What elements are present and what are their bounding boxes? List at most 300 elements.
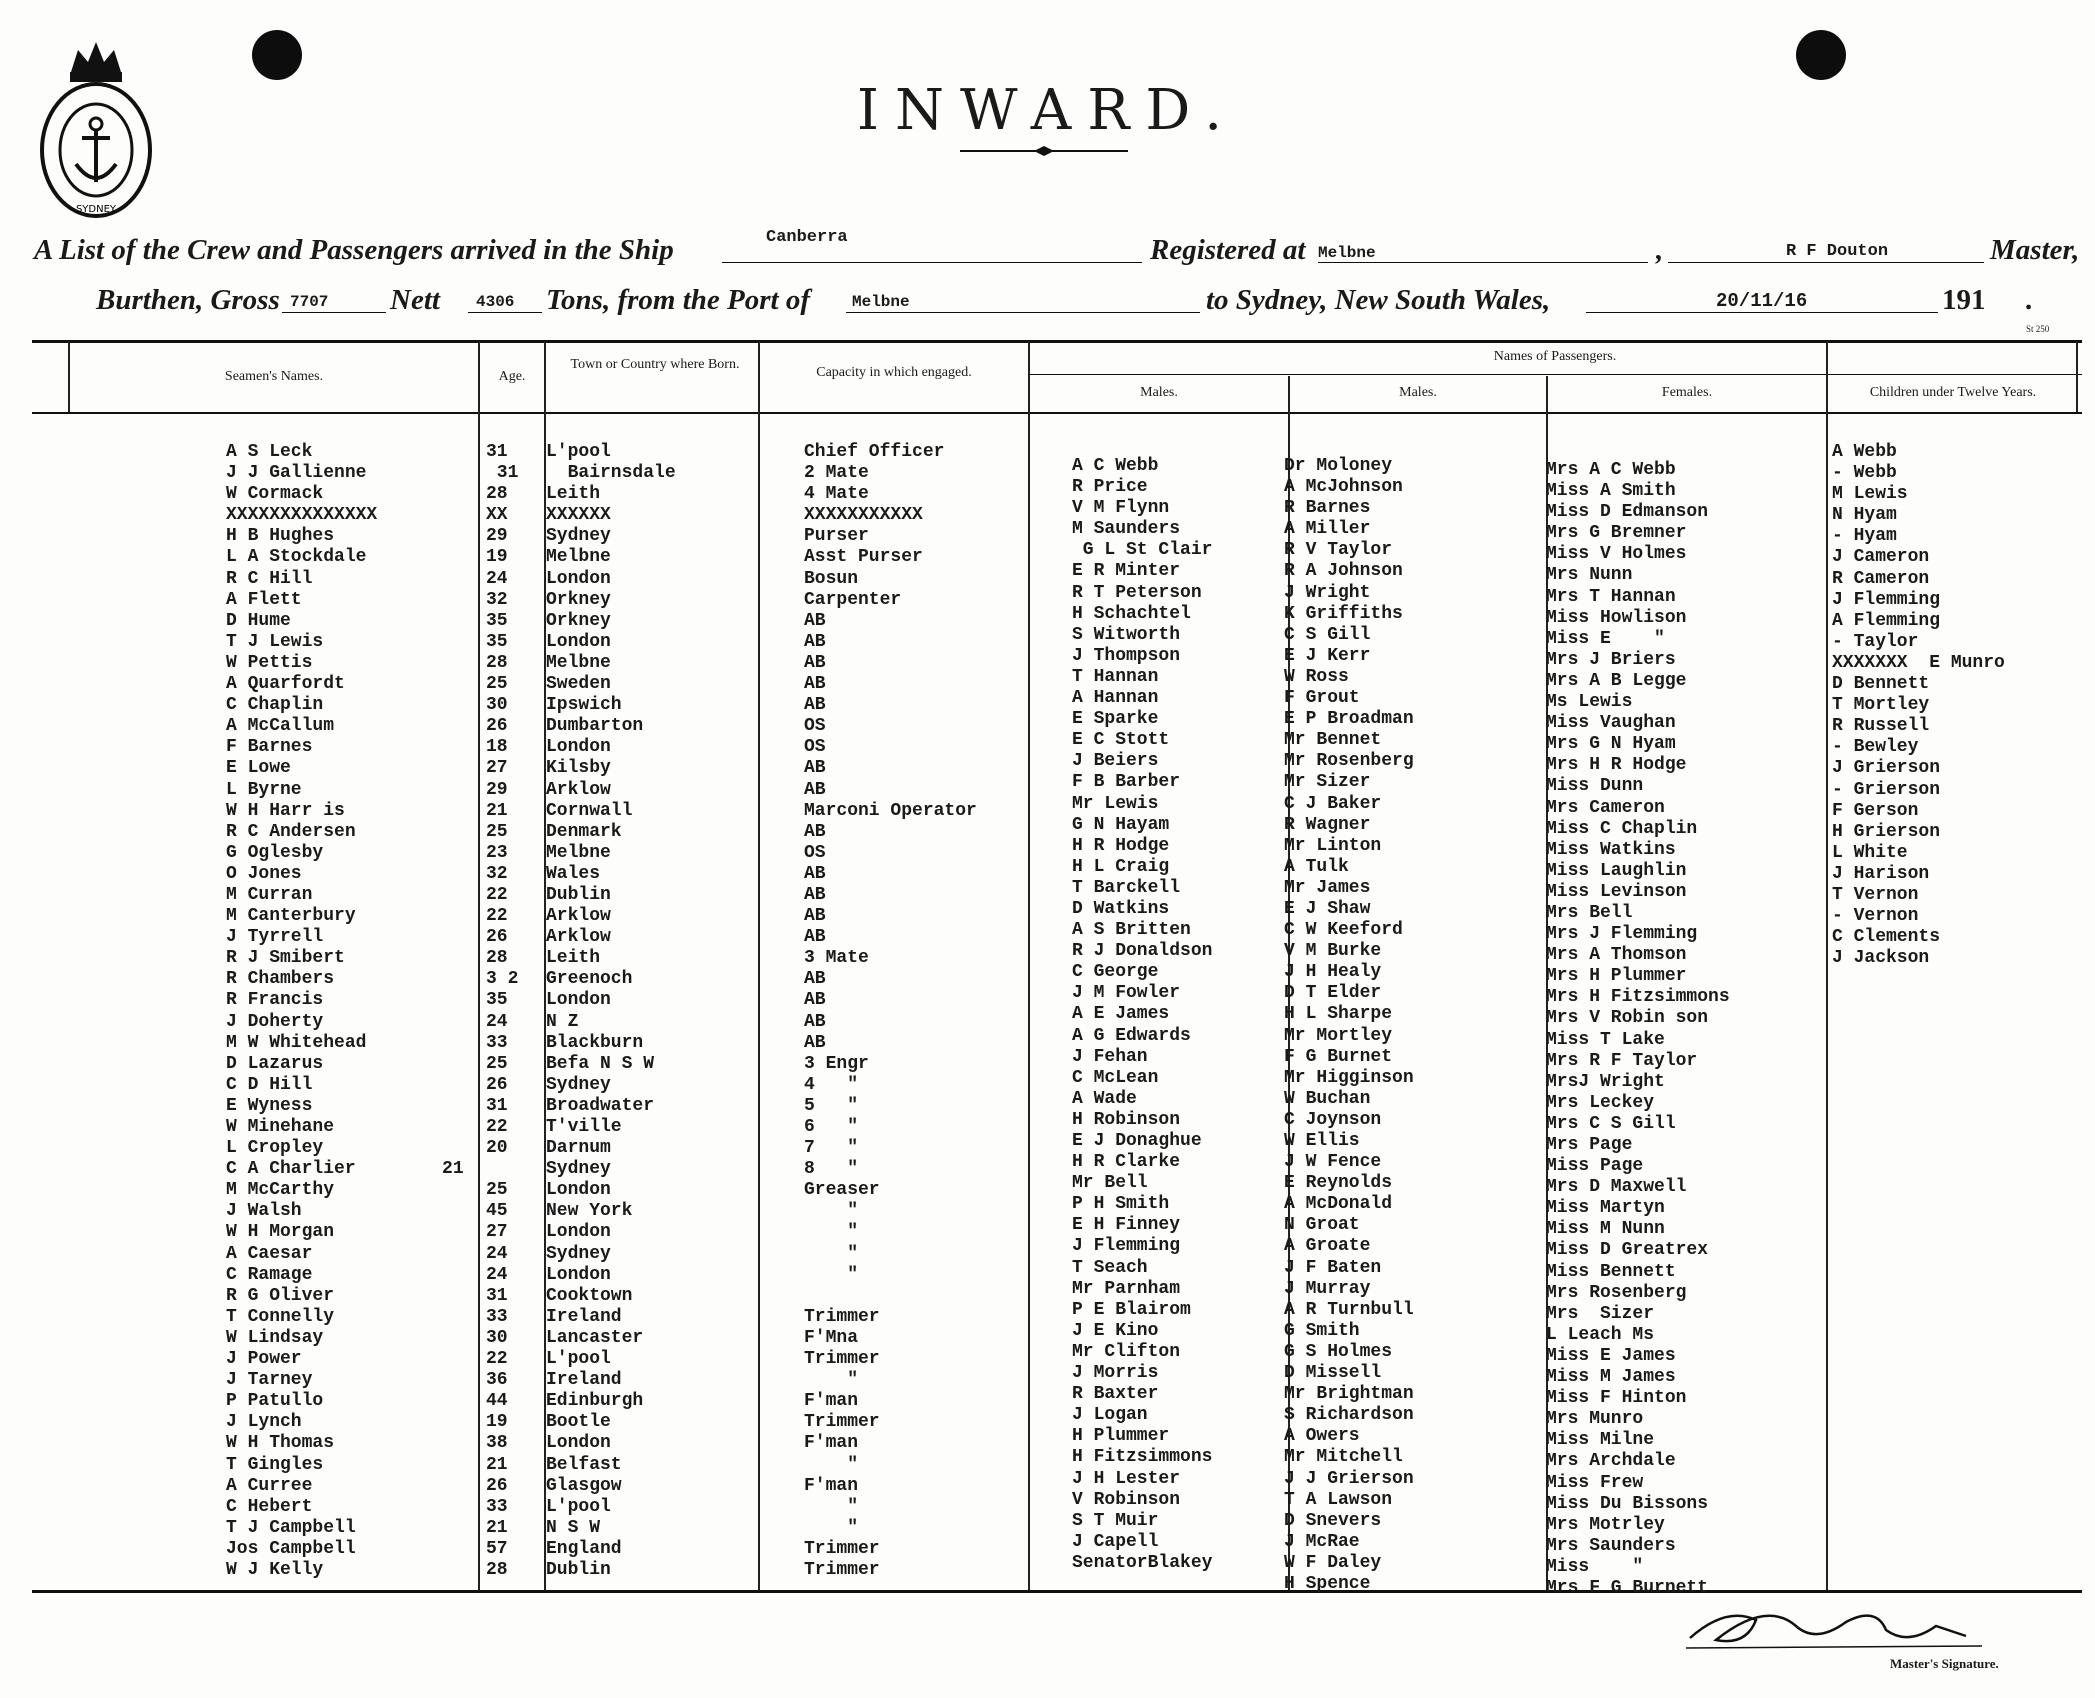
- seaman-name: H B Hughes: [226, 526, 335, 547]
- fill-rule-date: [1586, 312, 1938, 313]
- seaman-name: J Tarney: [226, 1370, 313, 1391]
- female-passenger: Miss D Greatrex: [1546, 1240, 1709, 1261]
- female-passenger: Mrs G Bremner: [1546, 523, 1687, 544]
- child-passenger: J Grierson: [1832, 758, 1941, 779]
- male-passenger: H Plummer: [1072, 1426, 1170, 1447]
- female-passenger: Miss Milne: [1546, 1430, 1655, 1451]
- male-passenger: C W Keeford: [1284, 920, 1403, 941]
- seaman-capacity: F'Mna: [804, 1327, 859, 1348]
- seaman-name: J Power: [226, 1349, 302, 1370]
- male-passenger: Mr Clifton: [1072, 1341, 1181, 1362]
- seaman-name: G Oglesby: [226, 842, 324, 863]
- seaman-capacity: Asst Purser: [804, 547, 923, 568]
- seaman-birthplace: Melbne: [546, 652, 611, 673]
- male-passenger: D T Elder: [1284, 983, 1382, 1004]
- female-passenger: Miss Laughlin: [1546, 860, 1687, 881]
- seaman-age: 28: [486, 948, 508, 969]
- arrival-date: 20/11/16: [1716, 290, 1808, 312]
- male-passenger: J McRae: [1284, 1531, 1360, 1552]
- child-passenger: L White: [1832, 842, 1908, 863]
- seaman-birthplace: L'pool: [546, 1496, 611, 1517]
- seaman-name: M Canterbury: [226, 906, 356, 927]
- male-passenger: A McJohnson: [1284, 477, 1403, 498]
- female-passenger: Mrs G N Hyam: [1546, 734, 1676, 755]
- male-passenger: J Murray: [1284, 1278, 1371, 1299]
- child-passenger: M Lewis: [1832, 484, 1908, 505]
- seaman-age: 22: [486, 1349, 508, 1370]
- header-seamen-names: Seamen's Names.: [224, 369, 324, 384]
- male-passenger: A S Britten: [1072, 920, 1191, 941]
- seaman-birthplace: Ipswich: [546, 695, 622, 716]
- seaman-age: 29: [486, 779, 508, 800]
- male-passenger: A Groate: [1284, 1236, 1371, 1257]
- registered-port: Melbne: [1318, 244, 1376, 262]
- male-passenger: Mr Linton: [1284, 835, 1382, 856]
- male-passenger: V M Burke: [1284, 941, 1382, 962]
- seaman-age: 30: [486, 695, 508, 716]
- seaman-name: C Hebert: [226, 1496, 313, 1517]
- female-passenger: Miss Watkins: [1546, 839, 1676, 860]
- master-signature-icon: [1686, 1596, 1986, 1654]
- seaman-capacity: 3 Mate: [804, 948, 869, 969]
- seaman-age: 31: [486, 463, 519, 484]
- male-passenger: A Hannan: [1072, 688, 1159, 709]
- male-passenger: E J Kerr: [1284, 645, 1371, 666]
- seaman-birthplace: Arklow: [546, 906, 611, 927]
- child-passenger: XXXXXXX E Munro: [1832, 652, 2005, 673]
- child-passenger: H Grierson: [1832, 821, 1941, 842]
- seaman-capacity: 4 Mate: [804, 484, 869, 505]
- female-passenger: Miss Levinson: [1546, 881, 1687, 902]
- seaman-age: 26: [486, 927, 508, 948]
- male-passenger: F G Burnet: [1284, 1046, 1393, 1067]
- male-passenger: H Robinson: [1072, 1109, 1181, 1130]
- female-passenger: Mrs H Plummer: [1546, 966, 1687, 987]
- female-passenger: Mrs A C Webb: [1546, 460, 1676, 480]
- seaman-age: 57: [486, 1538, 508, 1559]
- seaman-capacity: Carpenter: [804, 589, 902, 610]
- seaman-name: C Chaplin: [226, 695, 324, 716]
- male-passenger: Mr Bennet: [1284, 730, 1382, 751]
- seaman-birthplace: Dublin: [546, 1559, 611, 1580]
- male-passenger: A Miller: [1284, 519, 1371, 540]
- table-bottom-rule: [32, 1590, 2082, 1593]
- male-passenger: D Missell: [1284, 1363, 1382, 1384]
- male-passenger: R Barnes: [1284, 498, 1371, 519]
- fill-rule-ship: [722, 262, 1142, 263]
- intro-line2-d: to Sydney, New South Wales,: [1206, 284, 1551, 316]
- seaman-age: 35: [486, 610, 508, 631]
- male-passenger: E J Shaw: [1284, 898, 1371, 919]
- seaman-age: 19: [486, 547, 508, 568]
- male-passenger: A E James: [1072, 1004, 1170, 1025]
- female-passenger: Mrs Rosenberg: [1546, 1282, 1687, 1303]
- female-passenger: Miss F Hinton: [1546, 1388, 1687, 1409]
- header-males-1: Males.: [1140, 385, 1178, 400]
- seaman-age: 28: [486, 484, 508, 505]
- seaman-birthplace: Sydney: [546, 526, 611, 547]
- seaman-capacity: ": [804, 1243, 859, 1264]
- seaman-name: W Minehane: [226, 1117, 335, 1137]
- male-passenger: J Logan: [1072, 1405, 1148, 1426]
- male-passenger: R Baxter: [1072, 1384, 1159, 1405]
- male-passenger: G N Hayam: [1072, 814, 1170, 835]
- seaman-birthplace: London: [546, 631, 611, 652]
- seaman-age: 21: [486, 1454, 508, 1475]
- female-passenger: Miss Dunn: [1546, 776, 1644, 797]
- seaman-birthplace: Leith: [546, 484, 601, 505]
- seaman-age: 26: [486, 716, 508, 737]
- male-passenger: G L St Clair: [1072, 540, 1213, 561]
- female-passengers-column: [1546, 460, 1730, 1599]
- seaman-age: 22: [486, 1117, 508, 1137]
- seaman-age: 25: [486, 821, 508, 842]
- seaman-name: W H Harr is: [226, 800, 345, 821]
- child-passenger: A Flemming: [1832, 610, 1941, 631]
- male-passenger: SenatorBlakey: [1072, 1552, 1213, 1573]
- seaman-name: XXXXXXXXXXXXXX: [226, 505, 378, 526]
- seaman-age: 30: [486, 1327, 508, 1348]
- seaman-age: 28: [486, 1559, 508, 1580]
- female-passenger: Miss C Chaplin: [1546, 818, 1698, 839]
- seaman-name: A Curree: [226, 1475, 313, 1496]
- child-passenger: R Russell: [1832, 716, 1930, 737]
- male-passenger: J F Baten: [1284, 1257, 1382, 1278]
- male-passenger: G S Holmes: [1284, 1341, 1393, 1362]
- seaman-birthplace: Ireland: [546, 1306, 622, 1327]
- seaman-capacity: AB: [804, 906, 826, 927]
- child-passenger: - Bewley: [1832, 737, 1919, 758]
- male-passenger: Mr Higginson: [1284, 1067, 1414, 1088]
- seaman-age: 21: [486, 800, 508, 821]
- male-passenger: J M Fowler: [1072, 983, 1181, 1004]
- year-prefix: 191: [1942, 284, 1986, 316]
- male-passenger: N Groat: [1284, 1215, 1360, 1236]
- seaman-capacity: Trimmer: [804, 1538, 880, 1559]
- seaman-age: 24: [486, 1243, 508, 1264]
- seaman-name: D Lazarus: [226, 1053, 324, 1074]
- seaman-birthplace: Broadwater: [546, 1095, 655, 1116]
- capacity-column: [804, 442, 977, 1581]
- seaman-capacity: AB: [804, 695, 826, 716]
- intro-line1-b: Registered at: [1150, 234, 1306, 266]
- header-age: Age.: [498, 369, 526, 384]
- seaman-capacity: AB: [804, 758, 826, 779]
- female-passenger: Miss Vaughan: [1546, 713, 1676, 734]
- female-passenger: Miss D Edmanson: [1546, 502, 1709, 523]
- seaman-birthplace: XXXXXX: [546, 505, 611, 526]
- seaman-capacity: AB: [804, 927, 826, 948]
- seaman-age: 29: [486, 526, 508, 547]
- male-passenger: H L Sharpe: [1284, 1004, 1393, 1025]
- male-passenger: T Barckell: [1072, 877, 1181, 898]
- seaman-capacity: [804, 1286, 977, 1307]
- svg-text:SYDNEY: SYDNEY: [75, 204, 117, 215]
- female-passenger: Mrs Page: [1546, 1135, 1633, 1155]
- female-passenger: Mrs A Thomson: [1546, 945, 1687, 966]
- seaman-birthplace: London: [546, 990, 611, 1011]
- seaman-birthplace: Orkney: [546, 589, 611, 610]
- master-name: R F Douton: [1786, 242, 1889, 261]
- seaman-age: 31: [486, 442, 508, 462]
- seaman-capacity: F'man: [804, 1433, 859, 1454]
- seaman-capacity: 4 ": [804, 1074, 859, 1095]
- child-passenger: R Cameron: [1832, 568, 1930, 589]
- male-passenger: C McLean: [1072, 1067, 1159, 1088]
- male-passenger: J E Kino: [1072, 1320, 1159, 1341]
- header-bottom-rule: [32, 412, 2082, 414]
- male-passenger: R Price: [1072, 477, 1148, 498]
- male-passenger: A C Webb: [1072, 456, 1159, 476]
- female-passenger: Miss ": [1546, 1556, 1644, 1577]
- intro-line2-b: Nett: [390, 284, 440, 316]
- seaman-name: L Byrne: [226, 779, 302, 800]
- seaman-capacity: 2 Mate: [804, 463, 869, 484]
- seaman-capacity: AB: [804, 631, 826, 652]
- seaman-age: 25: [486, 1180, 508, 1201]
- intro-line1-a: A List of the Crew and Passengers arrived in the Ship: [34, 234, 674, 266]
- seaman-capacity: 8 ": [804, 1159, 859, 1180]
- fill-rule-port: [846, 312, 1200, 313]
- female-passenger: Mrs J Briers: [1546, 649, 1676, 670]
- male-passenger: C George: [1072, 962, 1159, 983]
- seaman-birthplace: Denmark: [546, 821, 622, 842]
- male-passenger: J J Grierson: [1284, 1468, 1414, 1489]
- signature-caption: Master's Signature.: [1890, 1656, 1999, 1671]
- seaman-birthplace: N Z: [546, 1011, 579, 1032]
- seaman-name: T J Campbell: [226, 1517, 356, 1538]
- header-children: Children under Twelve Years.: [1869, 385, 2037, 400]
- seaman-age: 22: [486, 884, 508, 905]
- female-passenger: Mrs F G Burnett: [1546, 1577, 1709, 1598]
- gross-tons: 7707: [290, 293, 329, 311]
- header-passengers: Names of Passengers.: [1493, 349, 1617, 364]
- seaman-birthplace: Melbne: [546, 547, 611, 568]
- child-passenger: - Webb: [1832, 463, 1897, 484]
- binder-hole-left: [252, 30, 302, 80]
- seaman-birthplace: Bairnsdale: [546, 463, 676, 484]
- seaman-capacity: AB: [804, 652, 826, 673]
- seaman-capacity: Purser: [804, 526, 869, 547]
- seaman-capacity: ": [804, 1222, 859, 1243]
- male-passenger: S T Muir: [1072, 1510, 1159, 1531]
- seaman-capacity: AB: [804, 1011, 826, 1032]
- female-passenger: Miss E ": [1546, 628, 1665, 649]
- seaman-capacity: Chief Officer: [804, 442, 945, 462]
- seaman-name: R C Andersen: [226, 821, 356, 842]
- male-passenger: Mr Brightman: [1284, 1384, 1414, 1405]
- seaman-birthplace: London: [546, 1264, 611, 1285]
- seaman-age: 45: [486, 1201, 508, 1222]
- seaman-birthplace: Glasgow: [546, 1475, 622, 1496]
- seaman-birthplace: Melbne: [546, 842, 611, 863]
- seaman-birthplace: Arklow: [546, 779, 611, 800]
- male-passenger: Mr Mitchell: [1284, 1447, 1403, 1468]
- seaman-age: 24: [486, 568, 508, 589]
- seaman-name: W Lindsay: [226, 1327, 324, 1348]
- col-divider-4: [1028, 342, 1030, 1590]
- male-passengers-column-1: [1072, 456, 1212, 1574]
- male-passenger: T Hannan: [1072, 666, 1159, 687]
- female-passenger: Mrs Motrley: [1546, 1514, 1665, 1535]
- female-passenger: Mrs V Robin son: [1546, 1008, 1709, 1029]
- seaman-age: 44: [486, 1391, 508, 1412]
- seaman-capacity: AB: [804, 990, 826, 1011]
- seaman-capacity: AB: [804, 779, 826, 800]
- seaman-capacity: 3 Engr: [804, 1053, 869, 1074]
- seaman-birthplace: Leith: [546, 948, 601, 969]
- document-title: INWARD.: [856, 78, 1239, 143]
- child-passenger: J Cameron: [1832, 547, 1930, 568]
- seaman-name: T Connelly: [226, 1306, 335, 1327]
- seaman-age: XX: [486, 505, 508, 526]
- seaman-capacity: 6 ": [804, 1117, 859, 1137]
- male-passenger: J Fehan: [1072, 1046, 1148, 1067]
- child-passenger: D Bennett: [1832, 674, 1930, 695]
- male-passenger: C J Baker: [1284, 793, 1382, 814]
- male-passenger: P H Smith: [1072, 1194, 1170, 1215]
- male-passenger: W Ellis: [1284, 1131, 1360, 1151]
- male-passenger: W Buchan: [1284, 1088, 1371, 1109]
- male-passenger: J Thompson: [1072, 645, 1181, 666]
- seaman-capacity: F'man: [804, 1475, 859, 1496]
- male-passenger: R V Taylor: [1284, 540, 1393, 561]
- seaman-capacity: AB: [804, 821, 826, 842]
- seaman-capacity: AB: [804, 610, 826, 631]
- seaman-birthplace: Dublin: [546, 884, 611, 905]
- male-passenger: F Grout: [1284, 688, 1360, 709]
- child-passenger: F Gerson: [1832, 800, 1919, 821]
- seaman-birthplace: Cornwall: [546, 800, 633, 821]
- male-passenger: Mr Rosenberg: [1284, 751, 1414, 772]
- seaman-birthplace: Darnum: [546, 1138, 611, 1159]
- seaman-age: 27: [486, 1222, 508, 1243]
- seaman-age: 22: [486, 906, 508, 927]
- male-passenger: P E Blairom: [1072, 1299, 1191, 1320]
- seaman-capacity: Trimmer: [804, 1412, 880, 1433]
- female-passenger: Mrs Nunn: [1546, 565, 1633, 586]
- seaman-name: A Flett: [226, 589, 302, 610]
- male-passenger: Mr Bell: [1072, 1173, 1148, 1194]
- male-passenger: F B Barber: [1072, 772, 1181, 793]
- seaman-name: W Cormack: [226, 484, 324, 505]
- seaman-name: R Chambers: [226, 969, 335, 990]
- col-divider-1: [478, 342, 480, 1590]
- female-passenger: Mrs Bell: [1546, 902, 1633, 923]
- intro-line2-c: Tons, from the Port of: [546, 284, 810, 316]
- seaman-birthplace: Belfast: [546, 1454, 622, 1475]
- seaman-capacity: AB: [804, 674, 826, 695]
- seaman-capacity: OS: [804, 716, 826, 737]
- seaman-age: 38: [486, 1433, 508, 1454]
- seaman-name: Jos Campbell: [226, 1538, 356, 1559]
- seaman-capacity: AB: [804, 1032, 826, 1053]
- seaman-capacity: AB: [804, 969, 826, 990]
- male-passenger: V M Flynn: [1072, 498, 1170, 519]
- child-passenger: J Flemming: [1832, 589, 1941, 610]
- male-passenger: E J Donaghue: [1072, 1131, 1202, 1151]
- seaman-birthplace: Dumbarton: [546, 716, 644, 737]
- seaman-capacity: ": [804, 1496, 859, 1517]
- seaman-name: M Curran: [226, 884, 313, 905]
- seaman-birthplace: Ireland: [546, 1370, 622, 1391]
- seaman-name: T J Lewis: [226, 631, 324, 652]
- male-passenger: G Smith: [1284, 1320, 1360, 1341]
- seaman-birthplace: Sweden: [546, 674, 611, 695]
- seaman-capacity: Greaser: [804, 1180, 880, 1201]
- seaman-age: 35: [486, 990, 508, 1011]
- seaman-name: R G Oliver: [226, 1285, 335, 1306]
- female-passenger: Miss T Lake: [1546, 1029, 1665, 1050]
- male-passenger: A R Turnbull: [1284, 1299, 1414, 1320]
- child-passenger: A Webb: [1832, 442, 1897, 462]
- male-passenger: Mr Mortley: [1284, 1025, 1393, 1046]
- female-passenger: Miss Frew: [1546, 1472, 1644, 1493]
- departure-port: Melbne: [852, 293, 910, 311]
- seaman-age: 23: [486, 842, 508, 863]
- seaman-age: 32: [486, 589, 508, 610]
- male-passenger: J Flemming: [1072, 1236, 1181, 1257]
- male-passenger: T Seach: [1072, 1257, 1148, 1278]
- intro-comma: ,: [1656, 234, 1664, 266]
- seaman-name: E Wyness: [226, 1095, 313, 1116]
- seaman-birthplace: L'pool: [546, 1349, 611, 1370]
- male-passenger: H Schachtel: [1072, 603, 1191, 624]
- seaman-name: J Lynch: [226, 1412, 302, 1433]
- binder-hole-right: [1796, 30, 1846, 80]
- header-males-2: Males.: [1399, 385, 1437, 400]
- seaman-birthplace: Bootle: [546, 1412, 611, 1433]
- seaman-birthplace: Arklow: [546, 927, 611, 948]
- male-passenger: D Snevers: [1284, 1510, 1382, 1531]
- col-divider-7: [1826, 342, 1828, 1590]
- male-passenger: V Robinson: [1072, 1489, 1181, 1510]
- seaman-age: 35: [486, 631, 508, 652]
- seaman-age: 28: [486, 652, 508, 673]
- ship-name: Canberra: [766, 228, 848, 247]
- seaman-age: 25: [486, 674, 508, 695]
- seaman-capacity: ": [804, 1517, 859, 1538]
- female-passenger: Mrs R F Taylor: [1546, 1050, 1698, 1071]
- seaman-age: 32: [486, 863, 508, 884]
- seaman-capacity: Trimmer: [804, 1306, 880, 1327]
- male-passenger: J Capell: [1072, 1531, 1159, 1552]
- seaman-age: 36: [486, 1370, 508, 1391]
- seaman-name: M W Whitehead: [226, 1032, 367, 1053]
- male-passenger: R Wagner: [1284, 814, 1371, 835]
- seaman-name: J Walsh: [226, 1201, 302, 1222]
- col-divider-3: [758, 342, 760, 1590]
- nett-tons: 4306: [476, 293, 515, 311]
- male-passenger: A McDonald: [1284, 1194, 1393, 1215]
- male-passenger: E Reynolds: [1284, 1173, 1393, 1194]
- seaman-birthplace: Sydney: [546, 1243, 611, 1264]
- female-passenger: Mrs H Fitzsimmons: [1546, 987, 1730, 1008]
- seaman-capacity: Marconi Operator: [804, 800, 977, 821]
- seaman-birthplace: L'pool: [546, 442, 611, 462]
- seaman-name: O Jones: [226, 863, 302, 884]
- seaman-age: 26: [486, 1475, 508, 1496]
- seaman-capacity: Bosun: [804, 568, 859, 589]
- seaman-capacity: 7 ": [804, 1138, 859, 1159]
- seaman-age: 33: [486, 1306, 508, 1327]
- male-passenger: H R Clarke: [1072, 1152, 1181, 1173]
- seaman-name: A Caesar: [226, 1243, 313, 1264]
- male-passenger: Mr Lewis: [1072, 793, 1159, 814]
- male-passenger: J Wright: [1284, 582, 1371, 603]
- male-passenger: Mr Sizer: [1284, 772, 1371, 793]
- seaman-capacity: XXXXXXXXXXX: [804, 505, 923, 526]
